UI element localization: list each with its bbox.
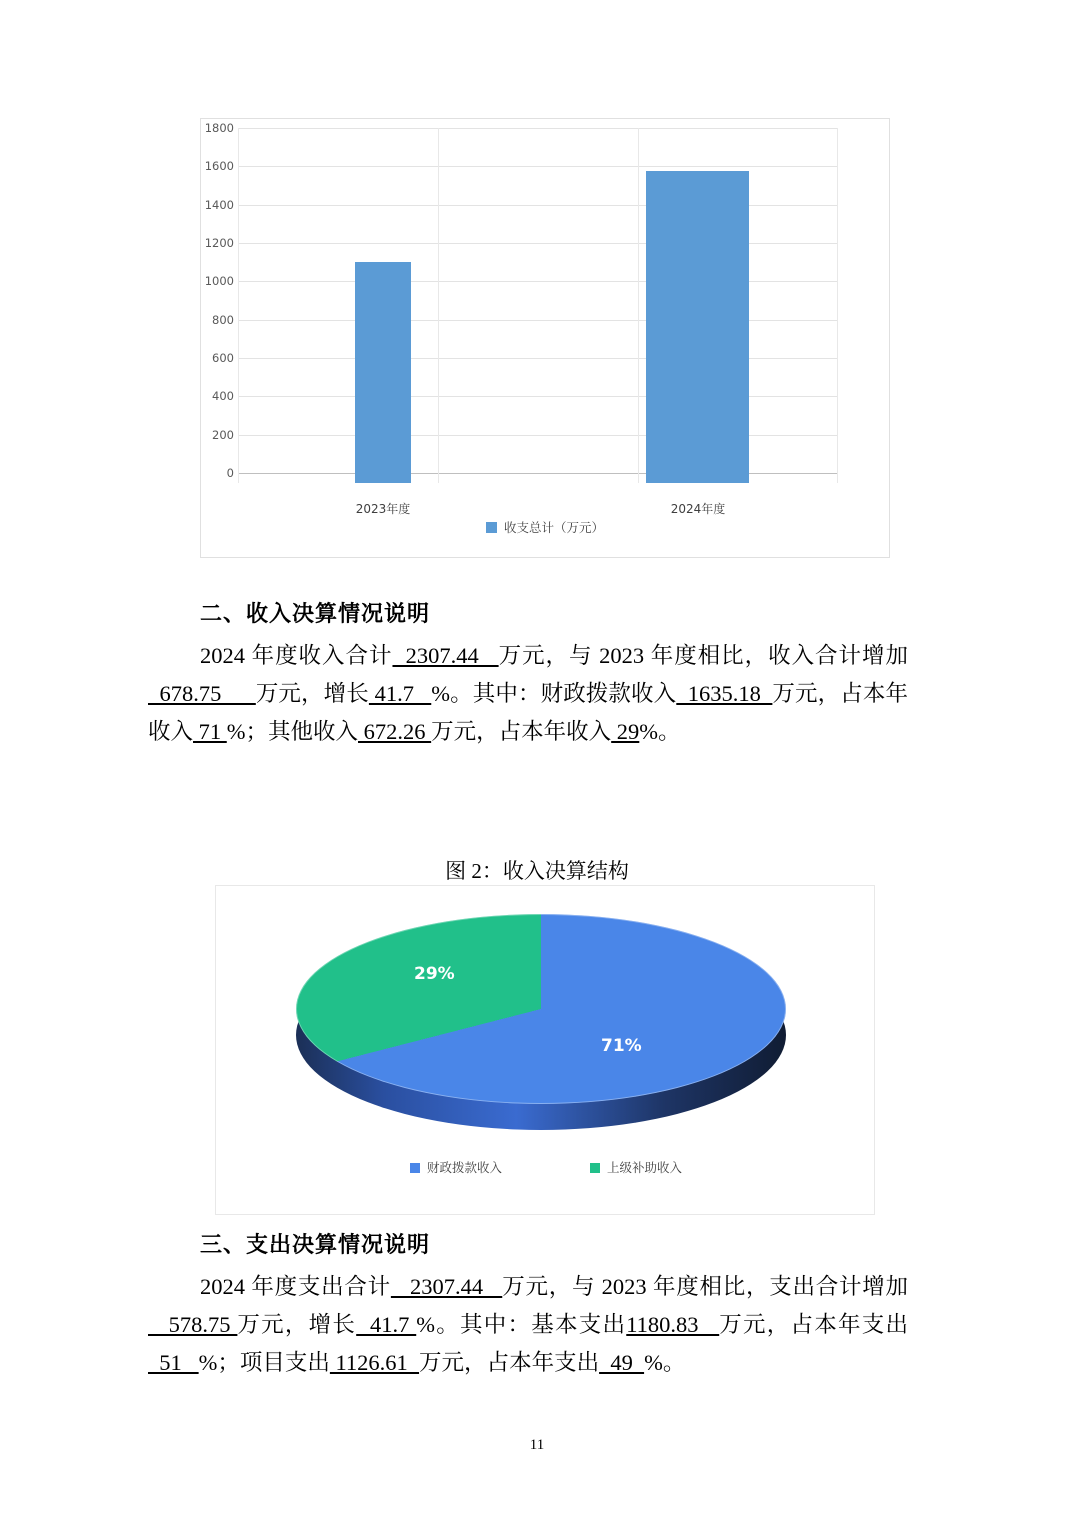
text-run: 万元，增长 [237,1312,357,1337]
section-2-heading: 二、收入决算情况说明 [200,602,431,627]
gridline-vertical [837,128,838,483]
text-run: 万元， [431,719,499,744]
text-run: 万元，占本年收入 [148,681,908,744]
bar-2023 [355,262,411,483]
value-income-total: 2307.44 [392,643,499,668]
pie-legend-item-blue [410,1160,502,1175]
text-run: 占本年支出 [486,1350,600,1375]
text-run: 万元，与 2023 年度相比，收 [498,643,792,668]
gridline [238,128,838,129]
text-run: 2024 年度收入合计 [200,643,393,668]
legend-swatch-icon [486,522,497,533]
legend-swatch-icon [590,1163,600,1173]
y-tick-label: 400 [212,389,234,404]
pie-slice-label-blue: 71% [601,1036,642,1056]
value-expense-increase: 578.75 [148,1312,238,1337]
value-expense-total: 2307.44 [390,1274,503,1299]
y-tick-label: 1600 [204,159,234,174]
pie-slice-label-green: 29% [414,964,455,984]
y-tick-label: 1400 [204,197,234,212]
text-run: 万元，与 2023 年度相比，支 [502,1274,793,1299]
value-basic-expense-share: 51 [148,1350,199,1375]
section-3-paragraph [148,1268,908,1382]
text-run: %。 [639,719,681,744]
section-3-heading: 三、支出决算情况说明 [200,1233,431,1258]
text-run: %。其中：基本支出 [416,1312,627,1337]
page-number: 11 [529,1437,545,1453]
section-2-paragraph [148,637,908,751]
value-other-income: 672.26 [358,719,432,744]
value-expense-growth-pct: 41.7 [356,1312,417,1337]
bar-chart-figure1 [200,118,890,558]
pie-graphic [296,914,786,1129]
y-tick-label: 0 [226,466,234,480]
text-run: %。 [644,1350,686,1375]
text-run: %。其中：财政拨款收 [431,681,654,706]
value-income-growth-pct: 41.7 [368,681,432,706]
legend-label: 收支总计（万元） [503,520,604,535]
gridline [238,166,838,167]
value-project-expense: 1126.61 [329,1350,420,1375]
y-tick-label: 800 [212,312,234,327]
gridline-vertical [638,128,639,483]
legend-label: 财政拨款收入 [426,1160,502,1175]
legend-swatch-icon [410,1163,420,1173]
value-income-increase: 678.75 [148,681,256,706]
x-tick-label-2024: 2024年度 [670,502,726,516]
bar-plot-area [204,121,838,516]
pie-legend [216,1158,876,1176]
y-tick-label: 1200 [204,236,234,250]
value-basic-expense: 1180.83 [626,1312,720,1337]
text-run: %；其他收入 [226,719,359,744]
value-project-expense-share: 49 [599,1350,645,1375]
x-tick-label-2023: 2023年度 [355,502,411,516]
gridline-vertical [438,128,439,483]
pie-legend-item-green [590,1160,682,1175]
pie-chart-figure2 [215,885,875,1215]
text-run: %；项目支出 [198,1350,330,1375]
bar-2024 [646,171,749,483]
pie-top-surface [296,914,786,1104]
y-tick-label: 1000 [204,274,234,289]
value-fiscal-appropriation: 1635.18 [676,681,773,706]
text-run: 入合计增加 [791,643,908,668]
text-run: 2024 年度支出合计 [200,1274,391,1299]
text-run: 入 [653,681,677,706]
text-run: 万元，增长 [255,681,369,706]
figure-2-caption: 图 2：收入决算结构 [445,859,629,883]
value-other-share: 29 [611,719,640,744]
y-tick-label: 600 [212,351,234,365]
y-tick-label: 1800 [204,121,234,135]
y-tick-label: 200 [212,427,234,442]
chart-legend [200,518,890,536]
value-fiscal-share: 71 [193,719,227,744]
text-run: 万元，占本年支出 [719,1312,908,1337]
legend-label: 上级补助收入 [607,1160,683,1175]
text-run: 万元， [419,1350,487,1375]
text-run: 出合计增加 [792,1274,908,1299]
text-run: 占本年收入 [498,719,612,744]
axis-line-y [238,128,239,483]
